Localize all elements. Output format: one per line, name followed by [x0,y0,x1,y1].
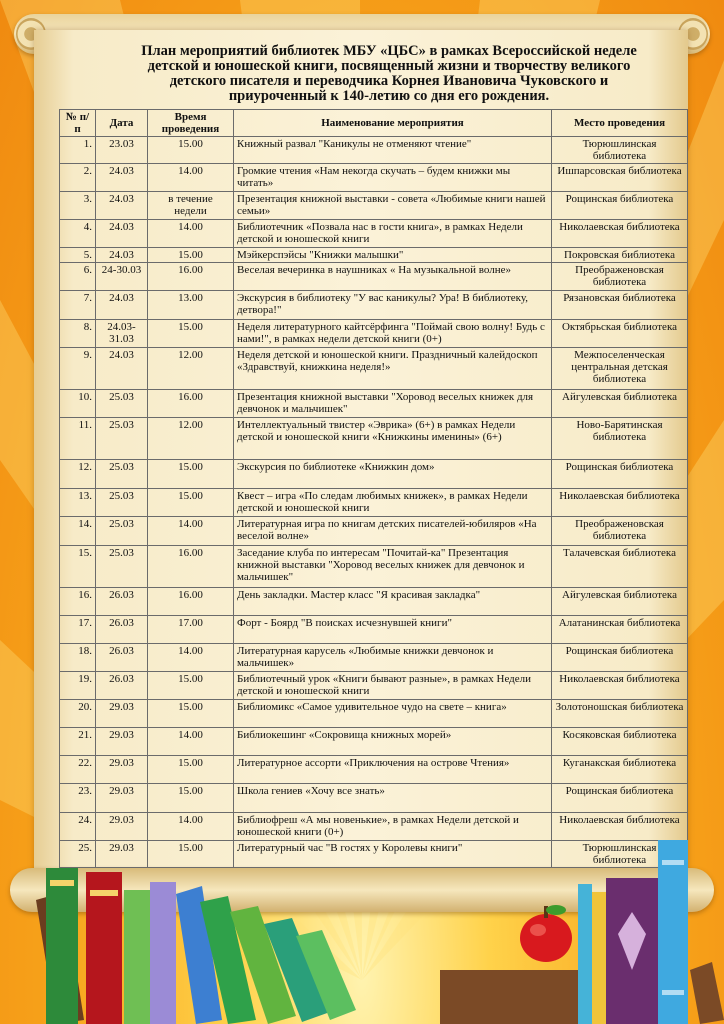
events-table [59,109,688,868]
table-row [60,672,688,700]
table-row [60,616,688,644]
table-row [60,644,688,672]
row-place: Тюрюшлинская библиотека [552,841,688,868]
row-number: 2. [60,164,96,192]
row-time: 15.00 [148,248,234,263]
row-place: Куганакская библиотека [552,756,688,784]
table-row [60,756,688,784]
row-date: 26.03 [96,672,148,700]
row-time: 15.00 [148,841,234,868]
row-place: Преображеновская библиотека [552,263,688,291]
row-place: Октябрьская библиотека [552,320,688,348]
row-time: 15.00 [148,700,234,728]
row-date: 24-30.03 [96,263,148,291]
row-date: 24.03 [96,192,148,220]
row-date: 29.03 [96,813,148,841]
row-date: 24.03 [96,348,148,390]
row-event-name: Интеллектуальный твистер «Эврика» (6+) в рамках Недели детской и юношеской книги «Книжкины именины» (6+) [234,418,552,460]
row-place: Рощинская библиотека [552,644,688,672]
row-place: Рощинская библиотека [552,460,688,489]
row-event-name: Экскурсия в библиотеку "У вас каникулы? Ура! В библиотеку, детвора!" [234,291,552,320]
row-date: 29.03 [96,728,148,756]
row-time: 16.00 [148,390,234,418]
row-place: Покровская библиотека [552,248,688,263]
row-time: 14.00 [148,813,234,841]
table-row [60,137,688,164]
row-event-name: Литературная карусель «Любимые книжки девчонок и мальчишек» [234,644,552,672]
table-row [60,291,688,320]
table-header-row [60,110,688,137]
table-row [60,517,688,546]
row-number: 21. [60,728,96,756]
row-place: Ишпарсовская библиотека [552,164,688,192]
row-time: в течение недели [148,192,234,220]
row-place: Рязановская библиотека [552,291,688,320]
row-number: 5. [60,248,96,263]
row-event-name: Библиофреш «А мы новенькие», в рамках Недели детской и юношеской книги (0+) [234,813,552,841]
row-date: 26.03 [96,588,148,616]
row-event-name: Книжный развал "Каникулы не отменяют чтение" [234,137,552,164]
row-place: Айгулевская библиотека [552,390,688,418]
row-number: 16. [60,588,96,616]
books-left-stack [36,868,356,1024]
document-title: План мероприятий библиотек МБУ «ЦБС» в рамках Всероссийской неделе детской и юношеской книги, посвященный жизни и творчеству великого детского писателя и переводчика Корнея Ивановича Чуковского и приуроченный к 140-летию со дня его рождения. [141,43,637,104]
row-event-name: Литературная игра по книгам детских писателей-юбиляров «На веселой волне» [234,517,552,546]
row-time: 14.00 [148,517,234,546]
row-place: Айгулевская библиотека [552,588,688,616]
row-event-name: Библиотечный урок «Книги бывают разные», в рамках Недели детской и юношеской книги [234,672,552,700]
row-date: 25.03 [96,418,148,460]
row-date: 25.03 [96,546,148,588]
row-time: 14.00 [148,164,234,192]
table-row [60,546,688,588]
row-place: Межпоселенческая центральная детская библиотека [552,348,688,390]
row-date: 24.03-31.03 [96,320,148,348]
row-date: 29.03 [96,841,148,868]
row-time: 13.00 [148,291,234,320]
row-event-name: Квест – игра «По следам любимых книжек», в рамках Недели детской и юношеской книги [234,489,552,517]
row-time: 15.00 [148,756,234,784]
row-date: 23.03 [96,137,148,164]
row-event-name: Экскурсия по библиотеке «Книжкин дом» [234,460,552,489]
row-event-name: Форт - Боярд "В поисках исчезнувшей книги" [234,616,552,644]
table-row [60,460,688,489]
row-time: 15.00 [148,320,234,348]
row-number: 11. [60,418,96,460]
row-event-name: Презентация книжной выставки - совета «Любимые книги нашей семьи» [234,192,552,220]
row-number: 17. [60,616,96,644]
row-date: 24.03 [96,220,148,248]
row-place: Рощинская библиотека [552,192,688,220]
row-event-name: День закладки. Мастер класс "Я красивая закладка" [234,588,552,616]
row-time: 15.00 [148,489,234,517]
row-number: 3. [60,192,96,220]
row-place: Тюрюшлинская библиотека [552,137,688,164]
table-row [60,192,688,220]
table-row [60,588,688,616]
row-time: 17.00 [148,616,234,644]
header-place: Место проведения [552,110,688,137]
row-place: Николаевская библиотека [552,813,688,841]
row-number: 12. [60,460,96,489]
row-time: 14.00 [148,644,234,672]
row-event-name: Неделя детской и юношеской книги. Праздничный калейдоскоп «Здравствуй, книжкина неделя!» [234,348,552,390]
table-body [60,137,688,868]
row-time: 12.00 [148,348,234,390]
row-number: 7. [60,291,96,320]
row-date: 24.03 [96,164,148,192]
row-place: Алатанинская библиотека [552,616,688,644]
row-date: 29.03 [96,700,148,728]
row-date: 29.03 [96,784,148,813]
row-number: 15. [60,546,96,588]
row-number: 6. [60,263,96,291]
row-place: Преображеновская библиотека [552,517,688,546]
row-time: 14.00 [148,728,234,756]
row-event-name: Библиокешинг «Сокровища книжных морей» [234,728,552,756]
books-illustration [0,820,724,1024]
row-event-name: Библиомикс «Самое удивительное чудо на свете – книга» [234,700,552,728]
row-time: 16.00 [148,263,234,291]
table-row [60,164,688,192]
row-number: 14. [60,517,96,546]
row-event-name: Мэйкерспэйсы "Книжки малышки" [234,248,552,263]
row-time: 15.00 [148,784,234,813]
row-date: 25.03 [96,517,148,546]
row-date: 24.03 [96,291,148,320]
row-event-name: Школа гениев «Хочу все знать» [234,784,552,813]
row-event-name: Громкие чтения «Нам некогда скучать – будем книжки мы читать» [234,164,552,192]
table-row [60,418,688,460]
row-number: 9. [60,348,96,390]
row-place: Золотоношская библиотека [552,700,688,728]
table-row [60,784,688,813]
apple-icon [520,905,572,962]
row-event-name: Литературный час "В гостях у Королевы книги" [234,841,552,868]
row-date: 25.03 [96,489,148,517]
row-number: 1. [60,137,96,164]
row-place: Николаевская библиотека [552,489,688,517]
row-date: 29.03 [96,756,148,784]
row-event-name: Неделя литературного кайтсёрфинга "Поймай свою волну! Будь с нами!", в рамках недели детской книги (0+) [234,320,552,348]
row-date: 26.03 [96,644,148,672]
row-place: Николаевская библиотека [552,220,688,248]
header-date: Дата [96,110,148,137]
row-number: 24. [60,813,96,841]
row-event-name: Заседание клуба по интересам "Почитай-ка" Презентация книжной выставки "Хоровод веселых книжек для девчонок и мальчишек" [234,546,552,588]
row-date: 25.03 [96,390,148,418]
table-row [60,220,688,248]
row-event-name: Презентация книжной выставки "Хоровод веселых книжек для девчонок и мальчишек" [234,390,552,418]
books-right-stack [440,840,724,1024]
row-time: 16.00 [148,546,234,588]
header-name: Наименование мероприятия [234,110,552,137]
row-date: 25.03 [96,460,148,489]
row-event-name: Библиотечник «Позвала нас в гости книга», в рамках Недели детской и юношеской книги [234,220,552,248]
header-time: Время проведения [148,110,234,137]
table-row [60,489,688,517]
row-time: 15.00 [148,460,234,489]
row-place: Рощинская библиотека [552,784,688,813]
row-place: Николаевская библиотека [552,672,688,700]
row-event-name: Литературное ассорти «Приключения на острове Чтения» [234,756,552,784]
row-number: 18. [60,644,96,672]
row-date: 24.03 [96,248,148,263]
row-number: 8. [60,320,96,348]
table-row [60,248,688,263]
row-number: 10. [60,390,96,418]
row-number: 19. [60,672,96,700]
row-number: 13. [60,489,96,517]
row-number: 25. [60,841,96,868]
header-num: № п/п [60,110,96,137]
row-time: 12.00 [148,418,234,460]
row-time: 15.00 [148,672,234,700]
table-row [60,390,688,418]
row-place: Ново-Барятинская библиотека [552,418,688,460]
row-date: 26.03 [96,616,148,644]
table-row [60,728,688,756]
row-number: 4. [60,220,96,248]
table-row [60,263,688,291]
row-number: 23. [60,784,96,813]
row-number: 20. [60,700,96,728]
row-time: 15.00 [148,137,234,164]
row-number: 22. [60,756,96,784]
table-row [60,320,688,348]
row-time: 16.00 [148,588,234,616]
row-time: 14.00 [148,220,234,248]
table-row [60,348,688,390]
table-row [60,700,688,728]
row-place: Талачевская библиотека [552,546,688,588]
row-place: Косяковская библиотека [552,728,688,756]
row-event-name: Веселая вечеринка в наушниках « На музыкальной волне» [234,263,552,291]
